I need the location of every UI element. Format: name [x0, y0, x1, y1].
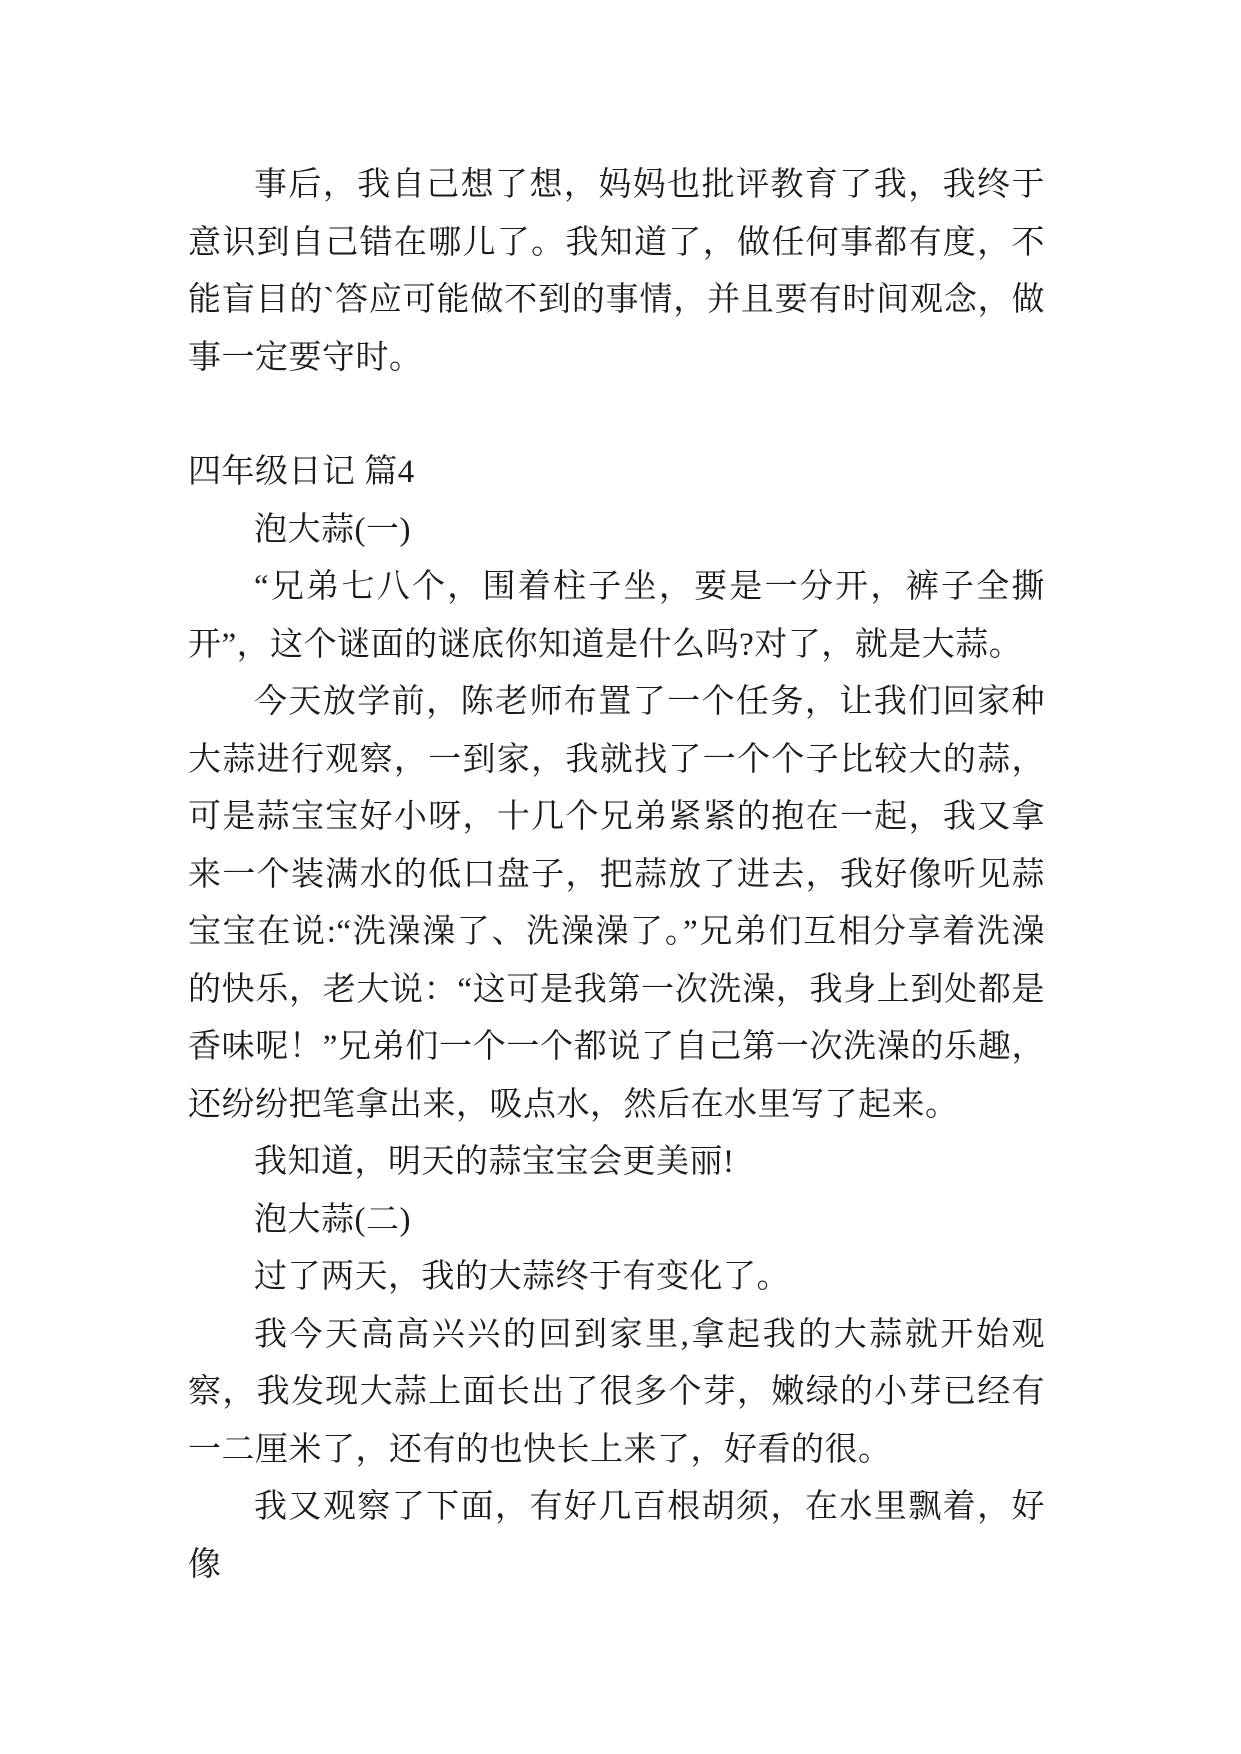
document-body: [188, 157, 1045, 1594]
paragraph-observe-sprouts: 我今天高高兴兴的回到家里,拿起我的大蒜就开始观察，我发现大蒜上面长出了很多个芽，嫩绿的小芽已经有一二厘米了，还有的也快长上来了，好看的很。: [188, 1316, 1045, 1468]
paragraph-garlic-tomorrow: 我知道，明天的蒜宝宝会更美丽!: [254, 1144, 735, 1180]
paragraph-garlic-task: 今天放学前，陈老师布置了一个任务，让我们回家种大蒜进行观察，一到家，我就找了一个个子比较大的蒜，可是蒜宝宝好小呀，十几个兄弟紧紧的抱在一起，我又拿来一个装满水的低口盘子，把蒜放了进去，我好像听见蒜宝宝在说:“洗澡澡了、洗澡澡了。”兄弟们互相分享着洗澡的快乐，老大说：“这可是我第一次洗澡，我身上到处都是香味呢！”兄弟们一个一个都说了自己第一次洗澡的乐趣，还纷纷把笔拿出来，吸点水，然后在水里写了起来。: [188, 684, 1045, 1123]
section-heading-diary-4: 四年级日记 篇4: [188, 454, 415, 490]
subtitle-soak-garlic-2: 泡大蒜(二): [254, 1201, 411, 1238]
subtitle-soak-garlic-1: 泡大蒜(一): [254, 511, 411, 548]
paragraph-observe-roots-truncated: 我又观察了下面，有好几百根胡须，在水里飘着，好像: [188, 1489, 1045, 1583]
paragraph-conclusion-previous-entry: 事后，我自己想了想，妈妈也批评教育了我，我终于意识到自己错在哪儿了。我知道了，做任何事都有度，不能盲目的`答应可能做不到的事情，并且要有时间观念，做事一定要守时。: [188, 167, 1045, 376]
paragraph-two-days-later: 过了两天，我的大蒜终于有变化了。: [254, 1259, 790, 1295]
paragraph-riddle: “兄弟七八个，围着柱子坐，要是一分开，裤子全撕开”，这个谜面的谜底你知道是什么吗?对了，就是大蒜。: [188, 569, 1045, 663]
